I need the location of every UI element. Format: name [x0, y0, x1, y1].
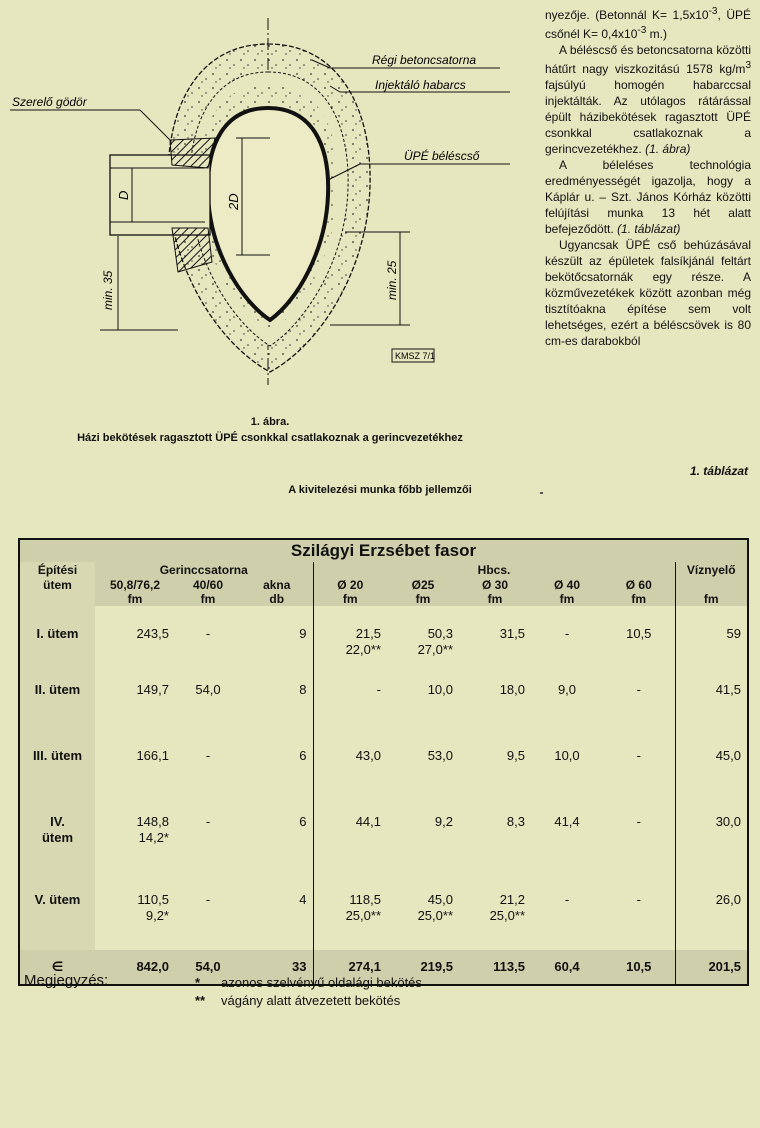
cell-value: 50,3	[427, 626, 453, 641]
table-cell	[175, 806, 241, 884]
table-cell	[675, 884, 748, 950]
row-label-line: IV.	[50, 814, 65, 829]
stub-head-2: ütem	[19, 578, 95, 606]
dim-2d: 2D	[226, 193, 241, 210]
table-reference: 1. táblázat	[689, 464, 748, 478]
cell-value: 21,5	[355, 626, 381, 641]
cell-value: -	[205, 814, 211, 829]
table-cell	[175, 884, 241, 950]
cell-value: -	[636, 892, 641, 907]
table-cell	[313, 884, 387, 950]
subheader-line: Ø 40	[553, 578, 580, 592]
subheader-cell	[95, 578, 175, 606]
p3-text: A béleléses technológia eredményességét igazolja, hogy a Káplár u. – Szt. János Kórház közötti felújítási munka 13 hét alatt befejeződött.	[545, 158, 751, 236]
row-label	[19, 674, 95, 740]
cell-value: 9,2	[434, 814, 453, 829]
sum-cell: 842,0	[95, 950, 175, 985]
table-title: A kivitelezési munka főbb jellemzői	[288, 484, 472, 496]
caption-number: 1. ábra.	[250, 416, 290, 428]
table-cell	[387, 606, 459, 674]
table-cell	[675, 606, 748, 674]
subheader-line: 40/60	[192, 578, 224, 592]
cell-value: 41,5	[715, 682, 741, 697]
subheader-line: fm	[200, 592, 216, 606]
cell-value: 53,0	[427, 748, 453, 763]
note-2-text: vágány alatt átvezetett bekötés	[221, 993, 401, 1008]
sum-label: ∈	[19, 950, 95, 985]
row-label-line: II. ütem	[34, 682, 81, 697]
table-cell	[241, 740, 313, 806]
stub-head-1: Építési	[19, 562, 95, 578]
cell-value: 9	[299, 626, 307, 641]
subheader-cell	[313, 578, 387, 606]
p2-text-b: fajsúlyú homogén habarccsal injektálták. Az utólagos rátárással épült házibekötések ragasztott ÜPÉ csonkkal csatlakoznak a gerincvezetékhez.	[545, 78, 751, 156]
cell-value: 59	[726, 626, 741, 641]
table-cell	[603, 884, 675, 950]
table-cell	[387, 806, 459, 884]
caption-text: Házi bekötések ragasztott ÜPÉ csonkkal csatlakoznak a gerincvezetékhez	[77, 432, 463, 444]
table-row	[19, 806, 748, 884]
cell-value: 6	[299, 814, 307, 829]
note-1-mark: *	[195, 975, 201, 990]
label-regi: Régi betoncsatorna	[372, 53, 477, 67]
table-cell	[313, 674, 387, 740]
group-gerinc: Gerinccsatorna	[159, 563, 248, 577]
cell-value: 41,4	[554, 814, 580, 829]
cell-value: 30,0	[715, 814, 741, 829]
note-1-text: azonos szelvényű oldalági bekötés	[221, 975, 422, 990]
cell-value: 6	[299, 748, 307, 763]
table-cell	[603, 606, 675, 674]
cell-value: 8,3	[506, 814, 525, 829]
row-label	[19, 884, 95, 950]
table-cell	[313, 606, 387, 674]
subheader-line: fm	[487, 592, 503, 606]
cell-value: 45,0	[427, 892, 453, 907]
table-cell	[459, 740, 531, 806]
subheader-line: 50,8/76,2	[109, 578, 161, 592]
label-upe: ÜPÉ béléscső	[404, 149, 480, 163]
table-cell	[175, 674, 241, 740]
table-cell	[531, 884, 603, 950]
table-cell	[241, 884, 313, 950]
p1-text-a: nyezője. (Betonnál K= 1,5x10	[545, 8, 709, 22]
p1-sup-1: -3	[708, 6, 718, 17]
cell-value: 149,7	[136, 682, 169, 697]
dim-min35: min. 35	[101, 270, 115, 310]
cell-value: 25,0**	[417, 908, 453, 923]
table-row	[19, 740, 748, 806]
table-cell	[675, 806, 748, 884]
table-cell	[531, 806, 603, 884]
table-cell	[459, 606, 531, 674]
paragraph-1	[545, 4, 751, 42]
table-cell	[95, 674, 175, 740]
cell-value: 14,2*	[138, 830, 169, 845]
group-hbcs: Hbcs.	[313, 562, 675, 578]
cell-value: -	[205, 626, 211, 641]
subheader-cell	[603, 578, 675, 606]
subheader-cell	[175, 578, 241, 606]
table-cell	[459, 806, 531, 884]
subheader-line: fm	[631, 592, 647, 606]
cell-value: 25,0**	[345, 908, 381, 923]
cell-value: 27,0**	[417, 642, 453, 657]
subheader-cell	[387, 578, 459, 606]
subheader-line: db	[269, 592, 285, 606]
note-1	[195, 974, 422, 992]
subheader-line: fm	[127, 592, 143, 606]
table-cell	[387, 674, 459, 740]
table-cell	[175, 606, 241, 674]
cell-value: 31,5	[499, 626, 525, 641]
table-cell	[95, 606, 175, 674]
group-viz: Víznyelő	[675, 562, 748, 578]
subheader-line: Ø 60	[625, 578, 652, 592]
subheader-line: akna	[263, 578, 291, 592]
paragraph-2	[545, 42, 751, 157]
label-szerelo: Szerelő gödör	[12, 95, 87, 109]
label-injektalo: Injektáló habarcs	[375, 78, 466, 92]
table-cell	[603, 674, 675, 740]
p2-figure-ref: (1. ábra)	[645, 142, 691, 156]
cell-value: -	[205, 892, 211, 907]
table-body	[19, 606, 748, 950]
cell-value: -	[636, 682, 641, 697]
sum-cell: 201,5	[675, 950, 748, 985]
sum-cell: 274,1	[313, 950, 387, 985]
decorative-dot	[540, 492, 543, 494]
table-cell	[241, 606, 313, 674]
p2-text-a: A béléscső és betoncsatorna közötti hátűrt nagy viszkozitású 1578 kg/m	[545, 43, 751, 76]
cell-value: -	[636, 814, 641, 829]
dim-min25: min. 25	[385, 260, 399, 300]
table-cell	[603, 740, 675, 806]
subheader-line: Ø 30	[481, 578, 508, 592]
table-cell	[241, 806, 313, 884]
table-cell	[313, 806, 387, 884]
p1-sup-2: -3	[637, 25, 647, 36]
cell-value: 4	[299, 892, 307, 907]
cell-value: -	[376, 682, 381, 697]
sum-cell: 113,5	[459, 950, 531, 985]
table-header-title-row	[19, 539, 748, 562]
subheader-line: Ø25	[411, 578, 435, 592]
cell-value: 22,0**	[345, 642, 381, 657]
cell-value: -	[205, 748, 211, 763]
table-cell	[675, 674, 748, 740]
p1-text-b: , ÜPÉ csőnél K= 0,4x10	[545, 8, 752, 41]
cell-value: 10,5	[626, 626, 652, 641]
subheader-cell	[675, 578, 748, 606]
sum-cell: 219,5	[387, 950, 459, 985]
cell-value: 9,0	[557, 682, 577, 697]
table-cell	[603, 806, 675, 884]
table-cell	[387, 884, 459, 950]
subheader-cell	[531, 578, 603, 606]
notes-list	[195, 974, 422, 1010]
table-cell	[459, 674, 531, 740]
cell-value: 25,0**	[489, 908, 525, 923]
row-label-line: V. ütem	[34, 892, 81, 907]
notes-title: Megjegyzés:	[24, 972, 109, 989]
note-2-mark: **	[195, 993, 206, 1008]
table-row	[19, 884, 748, 950]
table-main-title: Szilágyi Erzsébet fasor	[290, 541, 477, 560]
subheader-cell	[459, 578, 531, 606]
cell-value: 44,1	[355, 814, 381, 829]
subheader-line: fm	[342, 592, 358, 606]
cell-value: 45,0	[715, 748, 741, 763]
cell-value: 18,0	[499, 682, 525, 697]
table-cell	[531, 740, 603, 806]
cell-value: 10,0	[427, 682, 453, 697]
cell-value: -	[564, 892, 570, 907]
subheader-line: fm	[559, 592, 575, 606]
table-cell	[95, 884, 175, 950]
table-cell	[313, 740, 387, 806]
sum-cell: 60,4	[531, 950, 603, 985]
cell-value: 10,0	[554, 748, 580, 763]
table-row	[19, 674, 748, 740]
table-cell	[241, 674, 313, 740]
table-cell	[387, 740, 459, 806]
cell-value: 26,0	[715, 892, 741, 907]
pipe-cross-section-figure	[0, 0, 540, 400]
cell-value: 243,5	[136, 626, 169, 641]
p3-table-ref: (1. táblázat)	[617, 222, 681, 236]
cell-value: -	[564, 626, 570, 641]
table-cell	[175, 740, 241, 806]
cell-value: 21,2	[499, 892, 525, 907]
cell-value: 43,0	[355, 748, 381, 763]
p2-sup: 3	[745, 60, 751, 71]
row-label-line: ütem	[41, 830, 74, 845]
cell-value: 9,2*	[145, 908, 169, 923]
work-data-table	[18, 538, 749, 986]
subheader-line: fm	[703, 592, 719, 606]
subheader-line: Ø 20	[337, 578, 364, 592]
dim-d: D	[116, 190, 131, 200]
table-cell	[531, 606, 603, 674]
paragraph-3	[545, 157, 751, 237]
cell-value: 118,5	[349, 892, 381, 907]
subheader-line	[676, 578, 748, 592]
row-label-line: I. ütem	[36, 626, 79, 641]
p1-text-c: m.)	[646, 27, 667, 41]
subheader-line: fm	[415, 592, 431, 606]
table-cell	[95, 740, 175, 806]
row-label	[19, 740, 95, 806]
cell-value: 110,5	[137, 892, 169, 907]
table-cell	[95, 806, 175, 884]
figure-caption	[10, 414, 530, 446]
cell-value: 54,0	[195, 682, 221, 697]
table-row	[19, 606, 748, 674]
cell-value: 148,8	[136, 814, 169, 829]
paragraph-4: Ugyancsak ÜPÉ cső behúzásával készült az épületek falsíkjánál feltárt bekötőcsatornák egy része. A közművezetékek között azonban még tisztítóakna építése sem volt lehetséges, ezért a béléscsövek is 80 cm-es darabokból	[545, 238, 751, 348]
subheader-cell	[241, 578, 313, 606]
table-header-group-row	[19, 562, 748, 578]
sum-cell: 10,5	[603, 950, 675, 985]
cell-value: 166,1	[136, 748, 169, 763]
sum-cell: 54,0	[175, 950, 241, 985]
table-header-sub-row	[19, 578, 748, 606]
row-label	[19, 606, 95, 674]
cell-value: 9,5	[506, 748, 525, 763]
row-label	[19, 806, 95, 884]
table-cell	[675, 740, 748, 806]
sum-cell: 33	[241, 950, 313, 985]
note-2	[195, 992, 422, 1010]
figure-stamp: KMSZ 7/1	[395, 351, 436, 361]
table-cell	[459, 884, 531, 950]
cell-value: -	[636, 748, 641, 763]
article-text	[545, 4, 751, 349]
table-cell	[531, 674, 603, 740]
cell-value: 8	[299, 682, 307, 697]
row-label-line: III. ütem	[32, 748, 83, 763]
